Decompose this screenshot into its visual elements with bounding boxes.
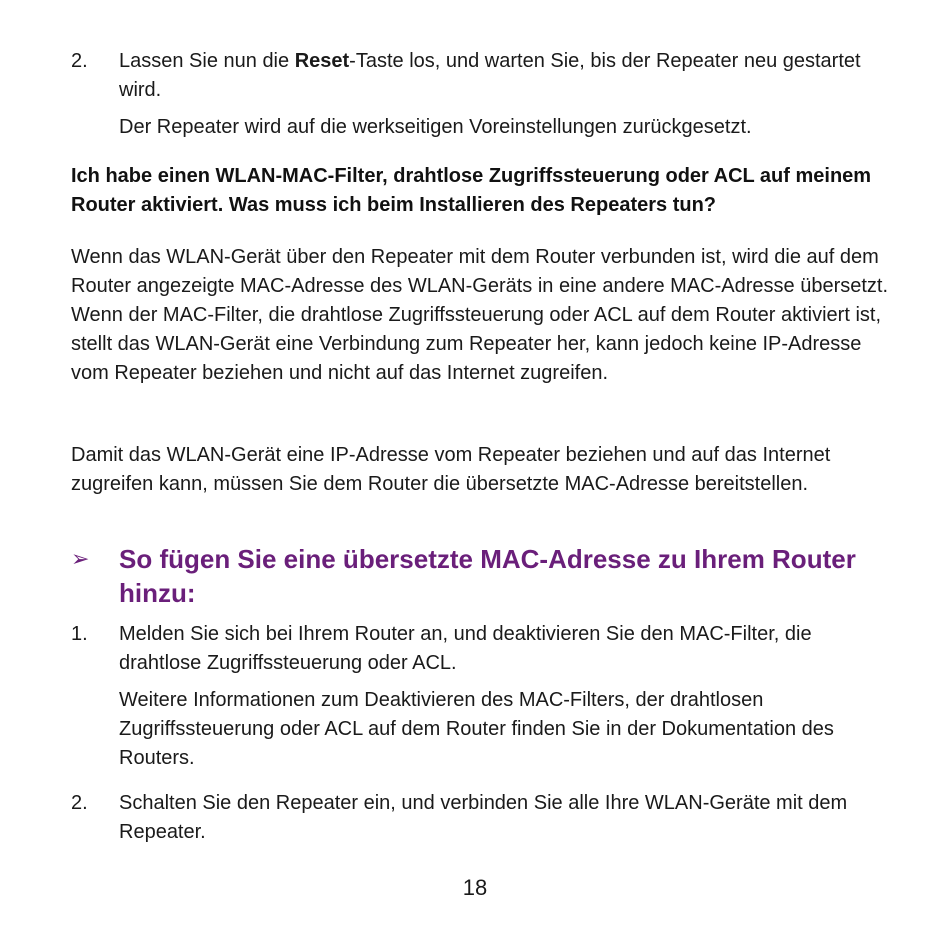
step-text: Melden Sie sich bei Ihrem Router an, und deaktivieren Sie den MAC-Filter, die drahtlose Zugriffssteuerung oder ACL. (119, 623, 812, 674)
step-note: Weitere Informationen zum Deaktivieren des MAC-Filters, der drahtlosen Zugriffssteuerung oder ACL auf dem Router finden Sie in der Dokumentation des Routers. (119, 689, 834, 769)
faq-answer-paragraph-1: Wenn das WLAN-Gerät über den Repeater mit dem Router verbunden ist, wird die auf dem Router angezeigte MAC-Adresse des WLAN-Geräts in eine andere MAC-Adresse übersetzt. Wenn der MAC-Filter, die drahtlose Zugriffssteuerung oder ACL auf dem Router aktiviert ist, stellt das WLAN-Gerät eine Verbindung zum Repeater her, kann jedoch keine IP-Adresse vom Repeater beziehen und nicht auf das Internet zugreifen. (71, 246, 889, 384)
reset-keyword: Reset (294, 50, 350, 72)
procedure-title: So fügen Sie eine übersetzte MAC-Adresse zu Ihrem Router hinzu: (119, 544, 856, 608)
faq-answer-paragraph-2: Damit das WLAN-Gerät eine IP-Adresse vom Repeater beziehen und auf das Internet zugreifen kann, müssen Sie dem Router die übersetzte MAC-Adresse bereitstellen. (71, 444, 831, 495)
step-note: Der Repeater wird auf die werkseitigen Voreinstellungen zurückgesetzt. (119, 116, 752, 138)
procedure-heading (71, 542, 891, 610)
step-prev-item (71, 47, 881, 142)
step-number: 1. (71, 623, 88, 645)
arrow-bullet-icon: ➢ (71, 546, 90, 571)
step-text: Lassen Sie nun die Reset-Taste los, und warten Sie, bis der Repeater neu gestartet wird. (119, 50, 861, 101)
step-number: 2. (71, 792, 88, 814)
step-number: 2. (71, 50, 88, 72)
step-text: Schalten Sie den Repeater ein, und verbinden Sie alle Ihre WLAN-Geräte mit dem Repeater. (119, 792, 848, 843)
page-number: 18 (462, 875, 488, 900)
procedure-step-2 (71, 789, 881, 847)
faq-question: Ich habe einen WLAN-MAC-Filter, drahtlose Zugriffssteuerung oder ACL auf meinem Router aktiviert. Was muss ich beim Installieren des Repeaters tun? (71, 165, 872, 216)
procedure-step-1 (71, 620, 881, 773)
